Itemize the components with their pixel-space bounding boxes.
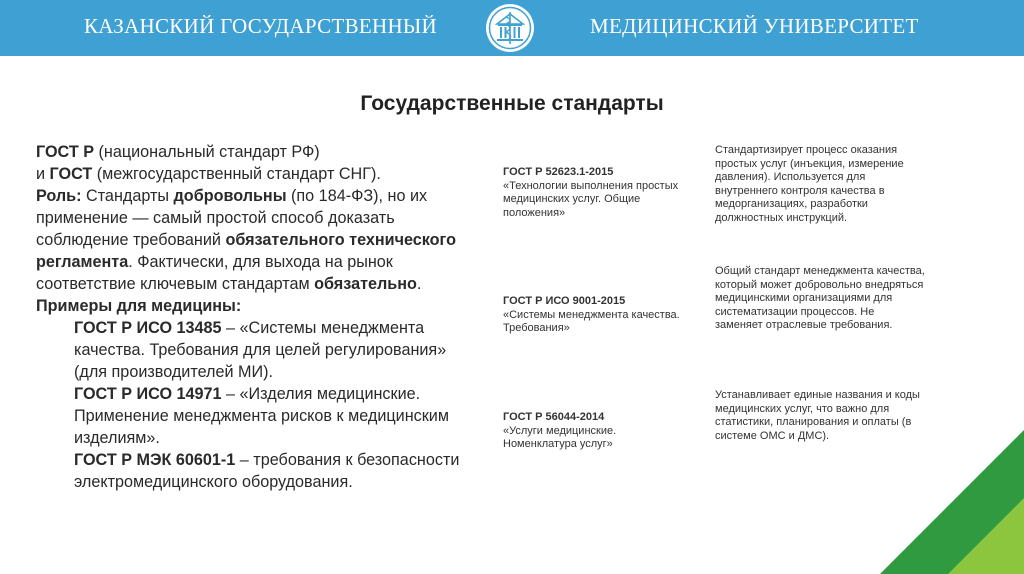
standard-3-name: «Услуги медицинские. Номенклатура услуг» — [503, 424, 617, 450]
standard-1-description: Стандартизирует процесс оказания простых услуг (инъекция, измерение давления). Используется для внутреннего контроля качества в медорганизациях, разработки должностных инструкций. — [715, 144, 904, 224]
examples-label: Примеры для медицины: — [36, 297, 242, 315]
role-text-3: . Фактически, для выхода на рынок соответствие ключевым стандартам — [36, 253, 393, 293]
role-text-2: (по 184-ФЗ), но их применение — самый простой способ доказать соблюдение требований — [36, 187, 428, 249]
example-1-code: ГОСТ Р ИСО 13485 — [74, 319, 222, 337]
role-text-1: Стандарты — [81, 187, 174, 205]
role-bold-mandatory: обязательно — [314, 275, 417, 293]
role-label: Роль: — [36, 187, 82, 205]
role-text-4: . — [416, 275, 422, 293]
gost-description: (межгосударственный стандарт СНГ). — [92, 165, 381, 183]
example-2-code: ГОСТ Р ИСО 14971 — [74, 385, 222, 403]
example-2-text: – «Изделия медицинские. Применение менеджмента рисков к медицинским изделиям». — [74, 385, 449, 447]
standard-2-name: «Системы менеджмента качества. Требования» — [503, 308, 680, 334]
standard-2-description: Общий стандарт менеджмента качества, который может добровольно внедряться медицинскими организациями для систематизации процессов. Не заменяет отраслевые требования. — [715, 265, 925, 331]
gost-prefix: и — [36, 165, 50, 183]
standard-1-name: «Технологии выполнения простых медицинских услуг. Общие положения» — [503, 179, 679, 219]
example-3-code: ГОСТ Р МЭК 60601-1 — [74, 451, 236, 469]
example-1-text: – «Системы менеджмента качества. Требования для целей регулирования» (для производителей МИ). — [74, 319, 447, 381]
role-bold-voluntary: добровольны — [173, 187, 287, 205]
example-3-text: – требования к безопасности электромедицинского оборудования. — [74, 451, 460, 491]
header-university-left: КАЗАНСКИЙ ГОСУДАРСТВЕННЫЙ — [84, 14, 438, 38]
gost-r-term: ГОСТ Р — [36, 143, 95, 161]
gost-r-description: (национальный стандарт РФ) — [94, 143, 320, 161]
page-title: Государственные стандарты — [360, 92, 664, 115]
role-bold-regulation: обязательного технического регламента — [36, 231, 456, 271]
standard-3-description: Устанавливает единые названия и коды медицинских услуг, что важно для статистики, планирования и оплаты (в системе ОМС и ДМС). — [715, 389, 920, 442]
standard-2-code: ГОСТ Р ИСО 9001-2015 — [503, 295, 626, 307]
header-university-right: МЕДИЦИНСКИЙ УНИВЕРСИТЕТ — [590, 14, 919, 38]
standard-1-code: ГОСТ Р 52623.1-2015 — [503, 166, 614, 178]
standard-3-code: ГОСТ Р 56044-2014 — [503, 411, 605, 423]
gost-term: ГОСТ — [49, 165, 93, 183]
